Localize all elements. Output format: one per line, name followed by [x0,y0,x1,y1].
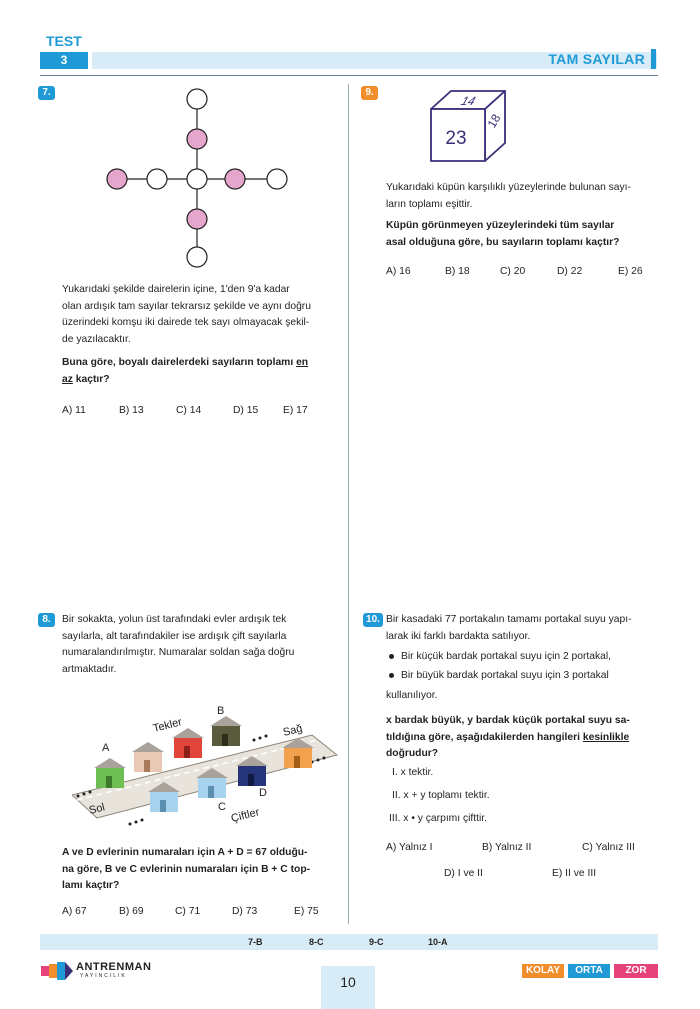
page-number: 10 [321,966,375,1009]
answer-key-bar [40,934,658,950]
answer-8: 8-C [309,937,324,947]
q10-option-e[interactable]: E) II ve III [552,868,597,879]
q8-text: Bir sokakta, yolun üst tarafındaki evler ardışık tek sayılarla, alt tarafındakiler ise ardışık çift sayılarla numaralandırılmıştır. Numaralar soldan sağa doğru artmaktadır. [62,614,295,675]
header-accent [651,49,656,69]
column-divider [348,84,349,924]
question-9-badge: 9. [361,86,378,100]
q9-option-d[interactable]: D) 22 [557,266,583,277]
q10-option-b[interactable]: B) Yalnız II [482,842,532,853]
q8-question: A ve D evlerinin numaraları için A + D = 67 olduğu- na göre, B ve C evlerinin numaraları için B + C top- lamı kaçtır? [62,847,311,891]
q7-option-a[interactable]: A) 11 [62,405,86,416]
q9-option-a[interactable]: A) 16 [386,266,411,277]
q7-circle [187,247,207,267]
q7-text: Yukarıdaki şekilde dairelerin içine, 1'den 9'a kadar olan ardışık tam sayılar tekrarsız şekilde ve aynı doğru üzerindeki komşu iki dairede tek sayı olmayacak şekil- de yazılacaktır. [62,284,311,345]
test-label: TEST [46,33,82,49]
q10-question: x bardak büyük, y bardak küçük portakal suyu sa- tıldığına göre, aşağıdakilerden hangileri kesinlikle doğrudur? [386,715,630,759]
q10-bullet-2: Bir büyük bardak portakal suyu için 3 portakal [389,670,609,681]
q7-option-d[interactable]: D) 15 [233,405,259,416]
label-b: B [217,705,225,717]
q7-shaded-circle [187,209,207,229]
q7-circle [187,89,207,109]
q8-option-a[interactable]: A) 67 [62,906,87,917]
q10-option-d[interactable]: D) I ve II [444,868,483,879]
q10-text: Bir kasadaki 77 portakalın tamamı portakal suyu yapı- larak iki farklı bardakta satılıyor. [386,614,632,642]
q9-option-b[interactable]: B) 18 [445,266,470,277]
house-b [210,716,242,746]
q7-shaded-circle [107,169,127,189]
house-upper-3 [172,728,204,758]
q10-after-bullets: kullanılıyor. [386,690,438,701]
q9-options [386,266,643,277]
q8-option-b[interactable]: B) 69 [119,906,144,917]
level-zor: ZOR [614,964,658,978]
q9-text: Yukarıdaki küpün karşılıklı yüzeylerinde bulunan sayı- ların toplamı eşittir. [386,182,631,210]
q8-option-e[interactable]: E) 75 [294,906,319,917]
question-8-badge: 8. [38,613,55,627]
label-a: A [102,742,110,754]
q10-statement-2: II. x + y toplamı tektir. [392,790,490,801]
cube-top-number: 14 [459,94,478,108]
q10-options-row1 [386,842,635,853]
q7-option-e[interactable]: E) 17 [283,405,308,416]
label-sag: Sağ [281,722,304,739]
brand-name: ANTRENMAN [76,961,152,973]
label-ciftler: Çiftler [229,806,261,825]
brand-logo-icon [40,960,74,982]
answer-10: 10-A [428,937,448,947]
q7-shaded-circle [225,169,245,189]
q9-question: Küpün görünmeyen yüzeylerindeki tüm sayılar asal olduğuna göre, bu sayıların toplamı kaçtır? [386,220,620,248]
answer-9: 9-C [369,937,384,947]
q8-options [62,906,319,917]
brand-sub: YAYINCILIK [80,973,127,979]
q7-circle-figure [100,88,300,268]
header-rule [40,75,658,76]
q9-option-e[interactable]: E) 26 [618,266,643,277]
cube-front-number: 23 [445,128,467,149]
test-number: 3 [40,52,88,69]
q10-bullet-1: Bir küçük bardak portakal suyu için 2 portakal, [389,651,611,662]
label-sol: Sol [87,801,107,817]
bullet-icon [389,654,394,659]
level-kolay: KOLAY [522,964,564,978]
q10-statement-1: I. x tektir. [392,767,434,778]
cube-side-number: 18 [484,111,504,131]
q7-center-circle [187,169,207,189]
label-tekler: Tekler [151,716,184,735]
q7-option-c[interactable]: C) 14 [176,405,202,416]
answer-7: 7-B [248,937,263,947]
q7-circle [267,169,287,189]
bullet-icon [389,673,394,678]
q7-options [62,405,308,416]
question-10-badge: 10. [363,613,383,627]
label-d: D [259,787,267,799]
q7-question: Buna göre, boyalı dairelerdeki sayıların toplamı en az kaçtır? [62,357,309,385]
q10-options-row2 [444,868,596,879]
house-upper-2 [132,742,164,772]
q9-cube-figure [428,88,514,166]
q8-option-c[interactable]: C) 71 [175,906,201,917]
level-orta: ORTA [568,964,610,978]
house-a [94,758,126,788]
q7-circle [147,169,167,189]
q9-option-c[interactable]: C) 20 [500,266,526,277]
label-c: C [218,801,226,813]
q10-statement-3: III. x • y çarpımı çifttir. [389,813,488,824]
q7-shaded-circle [187,129,207,149]
q10-option-a[interactable]: A) Yalnız I [386,842,433,853]
q8-option-d[interactable]: D) 73 [232,906,258,917]
q8-street-figure [72,700,344,835]
question-7-badge: 7. [38,86,55,100]
q7-option-b[interactable]: B) 13 [119,405,144,416]
page-title: TAM SAYILAR [548,51,645,67]
q10-option-c[interactable]: C) Yalnız III [582,842,635,853]
